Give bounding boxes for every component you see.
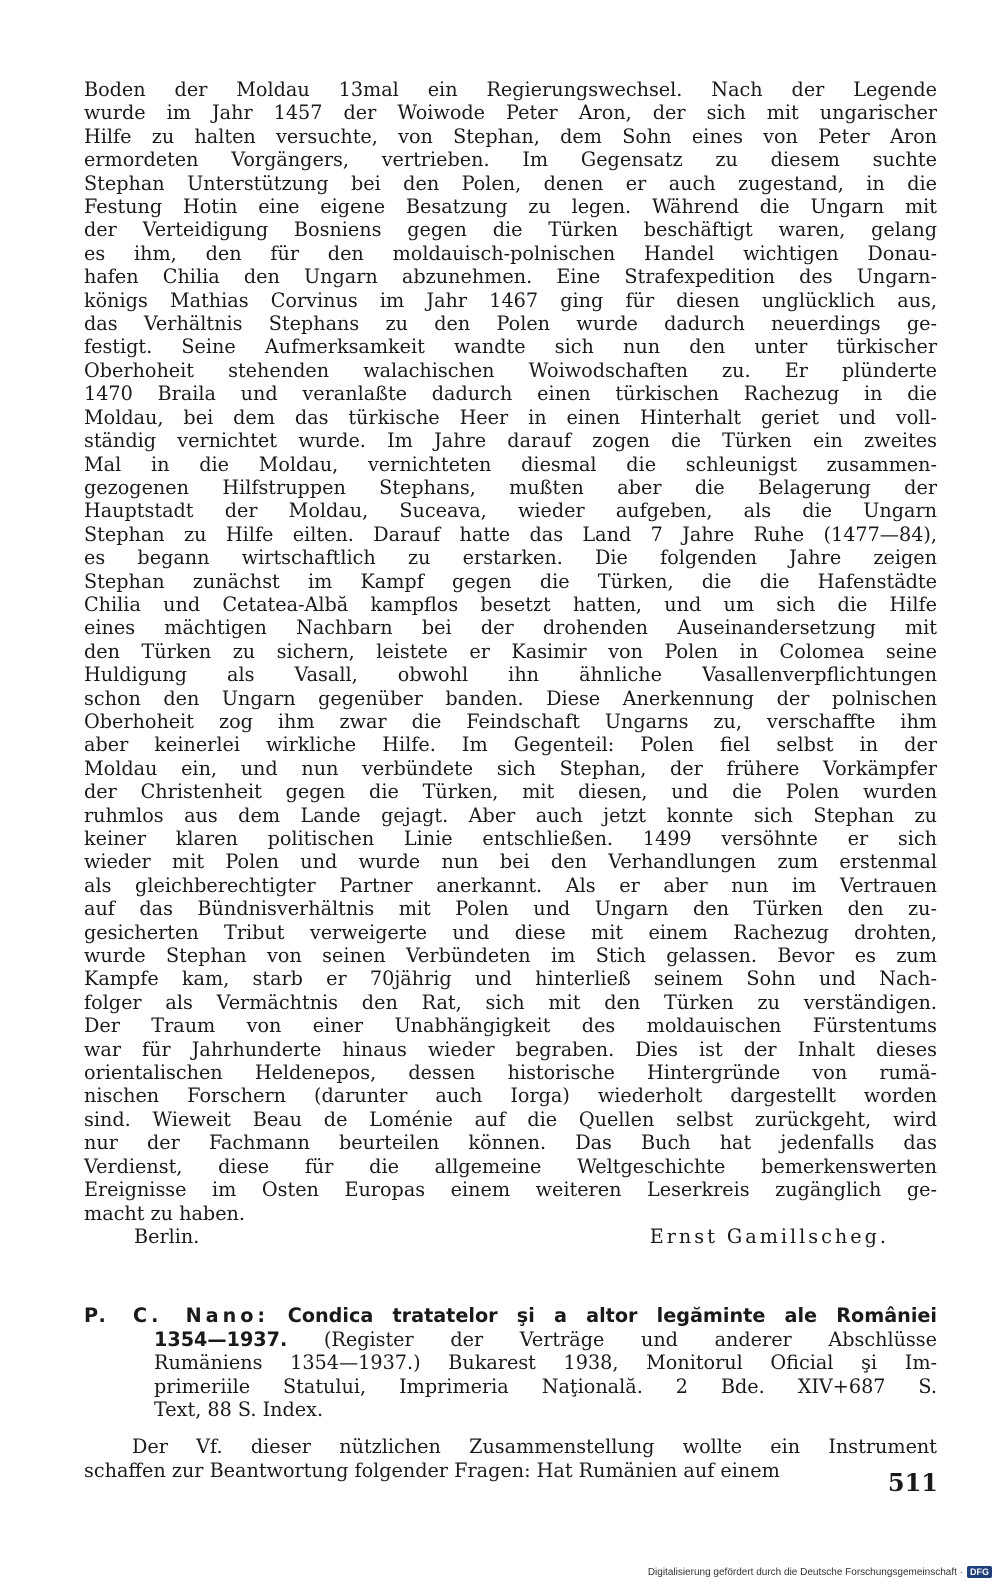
text-line: Stephan Unterstützung bei den Polen, denen er auch zugestand, in die xyxy=(84,171,937,195)
page-number: 511 xyxy=(887,1468,938,1497)
text-line: königs Mathias Corvinus im Jahr 1467 ging für diesen unglücklich aus, xyxy=(84,288,937,312)
text-line: Der Vf. dieser nützlichen Zusammenstellung wollte ein Instrument xyxy=(132,1435,937,1459)
text-line: Hauptstadt der Moldau, Suceava, wieder aufgeben, als die Ungarn xyxy=(84,499,937,523)
text-line: schaffen zur Beantwortung folgender Fragen: Hat Rumänien auf einem xyxy=(84,1458,780,1482)
text-line: Moldau ein, und nun verbündete sich Stephan, der frühere Vorkämpfer xyxy=(84,756,937,780)
text-line: gezogenen Hilfstruppen Stephans, mußten aber die Belagerung der xyxy=(84,475,937,499)
bib-line-2-rest: (Register der Verträge und anderer Abschlüsse xyxy=(323,1327,937,1351)
text-line: Stephan zunächst im Kampf gegen die Türken, die die Hafenstädte xyxy=(84,569,937,593)
text-line: Festung Hotin eine eigene Besatzung zu legen. Während die Ungarn mit xyxy=(84,195,937,219)
text-line: wurde im Jahr 1457 der Woiwode Peter Aron, der sich mit ungarischer xyxy=(84,101,937,125)
text-line: folger als Vermächtnis den Rat, sich mit den Türken zu verständigen. xyxy=(84,990,937,1014)
text-line: der Christenheit gegen die Türken, mit diesen, und die Polen wurden xyxy=(84,780,937,804)
text-line: gesicherten Tribut verweigerte und diese mit einem Rachezug drohten, xyxy=(84,920,937,944)
reviewer-name: Ernst Gamillscheg. xyxy=(649,1224,889,1248)
text-line: Kampfe kam, starb er 70jährig und hinterließ seinem Sohn und Nach- xyxy=(84,967,937,991)
text-line: aber keinerlei wirkliche Hilfe. Im Gegenteil: Polen fiel selbst in der xyxy=(84,733,937,757)
bibliographic-entry xyxy=(84,1304,937,1421)
text-line: Hilfe zu halten versuchte, von Stephan, dem Sohn eines von Peter Aron xyxy=(84,124,937,148)
text-line: Oberhoheit stehenden walachischen Woiwodschaften zu. Er plünderte xyxy=(84,358,937,382)
bib-line-2 xyxy=(84,1328,937,1351)
place-line: Berlin. xyxy=(134,1224,200,1248)
text-line: als gleichberechtigter Partner anerkannt. Als er aber nun im Vertrauen xyxy=(84,873,937,897)
text-line: Ereignisse im Osten Europas einem weiteren Leserkreis zugänglich ge- xyxy=(84,1178,937,1202)
text-line: ständig vernichtet wurde. Im Jahre darauf zogen die Türken ein zweites xyxy=(84,429,937,453)
text-line: schon den Ungarn gegenüber banden. Diese Anerkennung der polnischen xyxy=(84,686,937,710)
bib-line-3: Rumäniens 1354—1937.) Bukarest 1938, Monitorul Oficial şi Im- xyxy=(154,1351,937,1375)
dfg-logo-icon: DFG xyxy=(967,1566,992,1578)
text-line: wurde Stephan von seinen Verbündeten im Stich gelassen. Bevor es zum xyxy=(84,944,937,968)
footer-credit xyxy=(648,1566,992,1578)
text-line: war für Jahrhunderte hinaus wieder begraben. Dies ist der Inhalt dieses xyxy=(84,1037,937,1061)
text-line: Mal in die Moldau, vernichteten diesmal die schleunigst zusammen- xyxy=(84,452,937,476)
text-line: der Verteidigung Bosniens gegen die Türken beschäftigt waren, gelang xyxy=(84,218,937,242)
text-line: das Verhältnis Stephans zu den Polen wurde dadurch neuerdings ge- xyxy=(84,312,937,336)
text-line: ermordeten Vorgängers, vertrieben. Im Gegensatz zu diesem suchte xyxy=(84,148,937,172)
text-line: Moldau, bei dem das türkische Heer in einen Hinterhalt geriet und voll- xyxy=(84,405,937,429)
text-line: Der Traum von einer Unabhängigkeit des moldauischen Fürstentums xyxy=(84,1014,937,1038)
text-line: ruhmlos aus dem Lande gejagt. Aber auch jetzt konnte sich Stephan zu xyxy=(84,803,937,827)
review-intro-paragraph xyxy=(84,1435,937,1482)
text-line: den Türken zu sichern, leistete er Kasimir von Polen in Colomea seine xyxy=(84,639,937,663)
text-line: es ihm, den für den moldauisch-polnischen Handel wichtigen Donau- xyxy=(84,241,937,265)
footer-text: Digitalisierung gefördert durch die Deutsche Forschungsgemeinschaft · xyxy=(647,1566,963,1578)
bib-line-1 xyxy=(84,1304,937,1327)
text-line: Verdienst, diese für die allgemeine Weltgeschichte bemerkenswerten xyxy=(84,1154,937,1178)
text-line: es begann wirtschaftlich zu erstarken. Die folgenden Jahre zeigen xyxy=(84,546,937,570)
text-line: nur der Fachmann beurteilen können. Das Buch hat jedenfalls das xyxy=(84,1131,937,1155)
review-body-paragraph xyxy=(84,78,937,1225)
text-line: orientalischen Heldenepos, dessen historische Hintergründe von rumä- xyxy=(84,1061,937,1085)
text-line: sind. Wieweit Beau de Loménie auf die Quellen selbst zurückgeht, wird xyxy=(84,1107,937,1131)
signature-row xyxy=(84,1225,937,1248)
text-line: auf das Bündnisverhältnis mit Polen und Ungarn den Türken den zu- xyxy=(84,897,937,921)
book-author: P. C. Nano: xyxy=(84,1304,270,1328)
text-line: macht zu haben. xyxy=(84,1201,246,1225)
text-line: 1470 Braila und veranlaßte dadurch einen türkischen Rachezug in die xyxy=(84,382,937,406)
text-line: nischen Forschern (darunter auch Iorga) wiederholt dargestellt worden xyxy=(84,1084,937,1108)
text-line: Oberhoheit zog ihm zwar die Feindschaft Ungarns zu, verschaffte ihm xyxy=(84,709,937,733)
text-line: festigt. Seine Aufmerksamkeit wandte sich nun den unter türkischer xyxy=(84,335,937,359)
book-title: Condica tratatelor şi a altor legăminte ale României xyxy=(287,1304,937,1328)
text-line: Stephan zu Hilfe eilten. Darauf hatte das Land 7 Jahre Ruhe (1477—84), xyxy=(84,522,937,546)
text-line: Chilia und Cetatea-Albă kampflos besetzt hatten, und um sich die Hilfe xyxy=(84,592,937,616)
text-line: eines mächtigen Nachbarn bei der drohenden Auseinandersetzung mit xyxy=(84,616,937,640)
text-line: keiner klaren politischen Linie entschließen. 1499 versöhnte er sich xyxy=(84,827,937,850)
bib-line-4: primeriile Statului, Imprimeria Naţională. 2 Bde. XIV+687 S. xyxy=(154,1374,937,1398)
text-line: hafen Chilia den Ungarn abzunehmen. Eine Strafexpedition des Ungarn- xyxy=(84,265,937,289)
text-line: Boden der Moldau 13mal ein Regierungswechsel. Nach der Legende xyxy=(84,78,937,101)
bib-line-5: Text, 88 S. Index. xyxy=(154,1397,324,1421)
book-title-years: 1354—1937. xyxy=(154,1327,288,1351)
text-line: Huldigung als Vasall, obwohl ihn ähnliche Vasallenverpflichtungen xyxy=(84,663,937,687)
page-content xyxy=(84,78,937,1501)
text-line: wieder mit Polen und wurde nun bei den Verhandlungen zum erstenmal xyxy=(84,850,937,874)
